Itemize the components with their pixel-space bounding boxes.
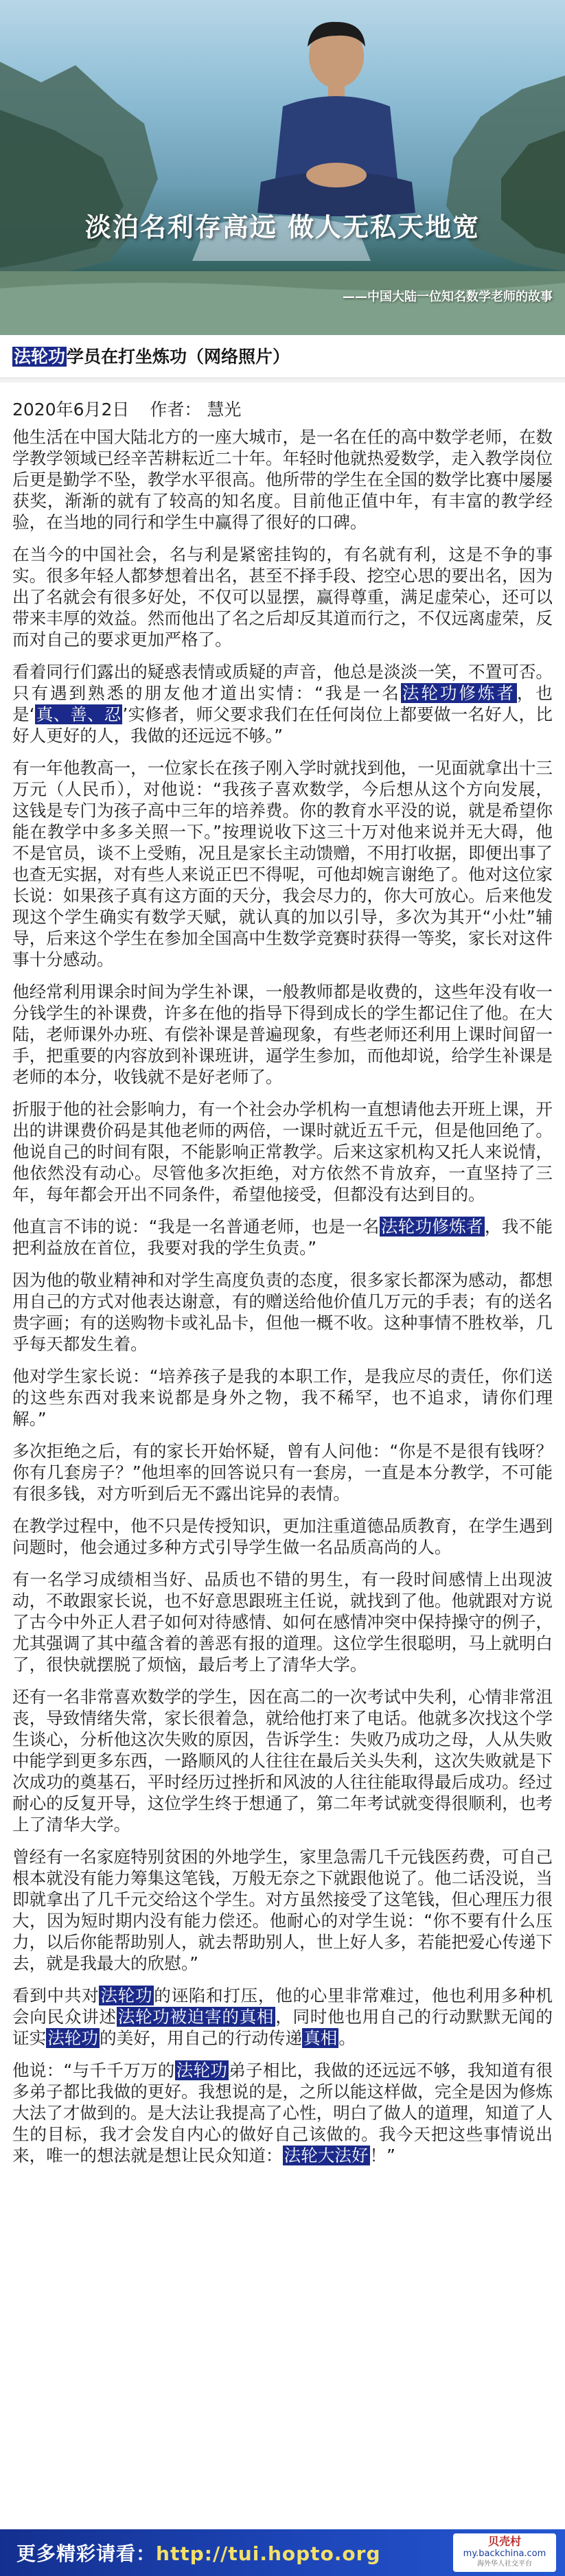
- footer-label: 更多精彩请看：: [16, 2542, 157, 2565]
- article-date: 2020年6月2日: [12, 400, 130, 419]
- highlight-text: 法轮功: [100, 1986, 153, 2005]
- paragraph: 在教学过程中，他不只是传授知识，更加注重道德品质教育，在学生遇到问题时，他会通过多种方式引导学生做一名品质高尚的人。: [12, 1516, 553, 1557]
- paragraph-text: ，我不能把利益放在首位，我要对我的学生负责。”: [12, 1217, 553, 1258]
- highlight-text: 法轮功被迫害的真相: [117, 2007, 275, 2027]
- logo-tagline: 海外华人社交平台: [477, 2560, 532, 2568]
- paragraph-text: 看着同行们露出的疑惑表情或质疑的声音，他总是淡淡一笑，不置可否。只有遇到熟悉的朋友他才道出实情：“我是一名: [12, 662, 553, 703]
- article-author: 作者： 慧光: [150, 400, 242, 419]
- footer-bar: [0, 2529, 565, 2576]
- paragraph: 因为他的敬业精神和对学生高度负责的态度，很多家长都深为感动，都想用自己的方式对他表达谢意，有的赠送给他价值几万元的手表；有的送名贵字画；有的送购物卡或礼品卡，但他一概不收。这种事情不胜枚举，几乎每天都发生着。: [12, 1270, 553, 1354]
- paragraph: 在当今的中国社会，名与利是紧密挂钩的，有名就有利，这是不争的事实。很多年轻人都梦想着出名，甚至不择手段、挖空心思的要出名，因为出了名就会有很多好处，不仅可以显摆，赢得尊重，满足虚荣心，还可以带来丰厚的效益。然而他出了名之后却反其道而行之，不仅远离虚荣，反而对自己的要求更加严格了。: [12, 544, 553, 649]
- highlight-text: 法轮大法好: [284, 2146, 369, 2165]
- article-body: [0, 396, 565, 2166]
- paragraph: 他经常利用课余时间为学生补课，一般教师都是收费的，这些年没有收一分钱学生的补课费，许多在他的指导下得到成长的学生都记住了他。在大陆，老师课外办班、有偿补课是普遍现象，有些老师还利用上课时间留一手，把重要的内容放到补课班讲，逼学生参加，而他却说，给学生补课是老师的本分，收钱就不是好老师了。: [12, 982, 553, 1087]
- paragraph: [12, 1985, 553, 2049]
- paragraph: 还有一名非常喜欢数学的学生，因在高二的一次考试中失利，心情非常沮丧，导致情绪失常，家长很着急，就给他打来了电话。他就多次找这个学生谈心，分析他这次失败的原因，告诉学生：失败乃成功之母，人从失败中能学到更多东西，一路顺风的人往往在最后关头失利，这次失败就是下次成功的奠基石，平时经历过挫折和风波的人往往能取得最后成功。经过耐心的反复开导，这位学生终于想通了，第二年考试就变得很顺利，也考上了清华大学。: [12, 1687, 553, 1835]
- footer-link[interactable]: http://tui.hopto.org: [156, 2542, 381, 2565]
- paragraph: 多次拒绝之后，有的家长开始怀疑，曾有人问他：“你是不是很有钱呀？你有几套房子？”他坦率的回答说只有一套房，一直是本分教学，不可能有很多钱，对方听到后无不露出诧异的表情。: [12, 1441, 553, 1504]
- paragraph-text: 他说：“与千千万万的: [12, 2060, 175, 2080]
- paragraph: 他对学生家长说：“培养孩子是我的本职工作，是我应尽的责任，你们送的这些东西对我来说都是身外之物，我不稀罕，也不追求，请你们理解。”: [12, 1366, 553, 1429]
- footer-text: [16, 2539, 381, 2566]
- paragraph: [12, 1216, 553, 1258]
- paragraph: [12, 2060, 553, 2166]
- paragraph: 他生活在中国大陆北方的一座大城市，是一名在任的高中数学老师，在数学教学领域已经辛苦耕耘近二十年。年轻时他就热爱数学，走入教学岗位后更是勤学不坠，教学水平很高。他所带的学生在全国的数学比赛中屡屡获奖，渐渐的就有了较高的知名度。目前他正值中年，有丰富的教学经验，在当地的同行和学生中赢得了很好的口碑。: [12, 427, 553, 532]
- divider: [0, 378, 565, 382]
- logo-url: my.backchina.com: [463, 2549, 546, 2559]
- paragraph-text: 看到中共对: [12, 1986, 100, 2005]
- paragraph: 折服于他的社会影响力，有一个社会办学机构一直想请他去开班上课，开出的讲课费价码是其他老师的两倍，一课时就近五千元，但是他回绝了。他说自己的时间有限，不能影响正常教学。后来这家机构又托人来说情，他依然没有动心。尽管他多次拒绝，对方依然不肯放弃，一直坚持了三年，每年都会开出不同条件，希望他接受，但都没有达到目的。: [12, 1099, 553, 1204]
- header-banner: [0, 0, 565, 335]
- highlight-text: 法轮功修炼者: [402, 683, 516, 703]
- site-logo[interactable]: [453, 2533, 556, 2572]
- banner-subline: ——中国大陆一位知名数学老师的故事: [343, 290, 553, 304]
- paragraph: 有一年他教高一，一位家长在孩子刚入学时就找到他，一见面就拿出十三万元（人民币），对他说：“我孩子喜欢数学，今后想从这个方向发展，这钱是专门为孩子高中三年的培养费。你的教育水平没的说，就是希望你能在教学中多多关照一下。”按理说收下这三十万对他来说并无大碍，他不是官员，谈不上受贿，况且是家长主动馈赠，不用打收据，即便出事了也查无实据，对有些人来说正巴不得呢，可他却婉言谢绝了。他对这位家长说：如果孩子真有这方面的天分，我会尽力的，你大可放心。后来他发现这个学生确实有数学天赋，就认真的加以引导，多次为其开“小灶”辅导，后来这个学生在参加全国高中生数学竞赛时获得一等奖，家长对这件事十分感动。: [12, 758, 553, 969]
- paragraph-text: 的诬陷和打压，他的心里非常难过，他也利用多种机会向民众讲述: [12, 1986, 553, 2027]
- banner-headline: 淡泊名利存高远 做人无私天地宽: [84, 212, 481, 242]
- highlight-text: 真相: [303, 2028, 338, 2048]
- paragraph-text: 的美好，用自己的行动传递: [100, 2028, 303, 2048]
- caption-highlight: 法轮功: [14, 347, 66, 367]
- paragraph-text: 。: [338, 2028, 356, 2048]
- meditating-person-image: [233, 14, 439, 220]
- photo-caption: [0, 335, 565, 368]
- logo-title: 贝壳村: [487, 2535, 521, 2548]
- caption-text: 学员在打坐炼功（网络照片）: [67, 347, 290, 367]
- paragraph-text: 弟子相比，我做的还远远不够，我知道有很多弟子都比我做的更好。我想说的是，之所以能这样做，完全是因为修炼大法了才做到的。是大法让我提高了心性，明白了做人的道理，知道了人生的目标，我才会发自内心的做好自己该做的。我今天把这些事情说出来，唯一的想法就是想让民众知道：: [12, 2060, 553, 2165]
- paragraph-text: ，也是‘: [12, 683, 553, 724]
- highlight-text: 法轮功修炼者: [380, 1217, 483, 1237]
- highlight-text: 法轮功: [176, 2060, 228, 2080]
- paragraph: 曾经有一名家庭特别贫困的外地学生，家里急需几千元钱医药费，可自己根本就没有能力筹集这笔钱，万般无奈之下就跟他说了。他二话没说，当即就拿出了几千元交给这个学生。对方虽然接受了这笔钱，但心理压力很大，因为短时期内没有能力偿还。他耐心的对学生说：“你不要有什么压力，以后你能帮助别人，就去帮助别人，世上好人多，若能把爱心传递下去，就是我最大的欣慰。”: [12, 1847, 553, 1973]
- paragraph-text: ，同时他也用自己的行动默默无闻的证实: [12, 2007, 553, 2048]
- paragraph: [12, 661, 553, 746]
- highlight-text: 真、善、忍: [36, 704, 122, 724]
- paragraph-text: ’实修者，师父要求我们在任何岗位上都要做一名好人，比好人更好的人，我做的还远远不够。”: [12, 704, 553, 746]
- highlight-text: 法轮功: [47, 2028, 98, 2048]
- article-meta: [12, 396, 553, 421]
- paragraph-text: 他直言不讳的说：“我是一名普通老师，也是一名: [12, 1217, 380, 1237]
- paragraph: 有一名学习成绩相当好、品质也不错的男生，有一段时间感情上出现波动，不敢跟家长说，也不好意思跟班主任说，就找到了他。他就跟对方说了古今中外正人君子如何对待感情、如何在感情冲突中保持操守的例子，尤其强调了其中蕴含着的善恶有报的道理。这位学生很聪明，马上就明白了，很快就摆脱了烦恼，最后考上了清华大学。: [12, 1569, 553, 1675]
- paragraph-text: ！”: [369, 2146, 395, 2165]
